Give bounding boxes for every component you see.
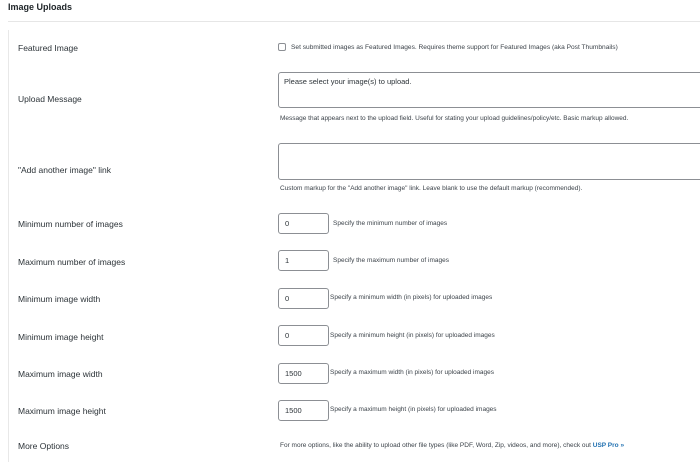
- featured-image-label: Featured Image: [18, 43, 79, 53]
- max-images-help: Specify the maximum number of images: [333, 257, 449, 264]
- min-images-input[interactable]: 0: [278, 213, 329, 234]
- upload-message-textarea[interactable]: Please select your image(s) to upload.: [278, 72, 700, 108]
- featured-image-checkbox[interactable]: [278, 43, 286, 51]
- more-options-text: [280, 442, 624, 449]
- max-images-input[interactable]: 1: [278, 250, 329, 271]
- add-another-link-label: "Add another image" link: [18, 165, 111, 175]
- max-height-label: Maximum image height: [18, 406, 106, 416]
- min-width-input[interactable]: 0: [278, 288, 329, 309]
- featured-image-checkbox-text: Set submitted images as Featured Images. Requires theme support for Featured Images (aka Post Thumbnails): [291, 44, 618, 51]
- max-width-label: Maximum image width: [18, 369, 103, 379]
- min-height-help: Specify a minimum height (in pixels) for uploaded images: [330, 332, 495, 339]
- max-height-help: Specify a maximum height (in pixels) for uploaded images: [330, 406, 497, 413]
- max-width-help: Specify a maximum width (in pixels) for uploaded images: [330, 369, 495, 376]
- max-images-label: Maximum number of images: [18, 257, 126, 267]
- more-options-label: More Options: [18, 441, 70, 451]
- upload-message-help: Message that appears next to the upload field. Useful for stating your upload guidelines/policy/etc. Basic markup allowed.: [280, 115, 629, 122]
- min-images-label: Minimum number of images: [18, 219, 123, 229]
- section-divider: [8, 21, 700, 22]
- add-another-link-textarea[interactable]: [278, 143, 700, 180]
- upload-message-label: Upload Message: [18, 94, 82, 104]
- min-images-help: Specify the minimum number of images: [333, 220, 448, 227]
- section-title: Image Uploads: [8, 2, 73, 12]
- usp-pro-link[interactable]: USP Pro »: [592, 442, 625, 449]
- min-width-help: Specify a minimum width (in pixels) for uploaded images: [330, 294, 493, 301]
- add-another-link-help: Custom markup for the "Add another image" link. Leave blank to use the default markup (recommended).: [280, 185, 583, 192]
- max-height-input[interactable]: 1500: [278, 400, 329, 421]
- min-height-input[interactable]: 0: [278, 325, 329, 346]
- min-height-label: Minimum image height: [18, 332, 104, 342]
- max-width-input[interactable]: 1500: [278, 363, 329, 384]
- min-width-label: Minimum image width: [18, 294, 101, 304]
- more-options-description: For more options, like the ability to upload other file types (like PDF, Word, Zip, videos, and more), check out: [280, 442, 591, 449]
